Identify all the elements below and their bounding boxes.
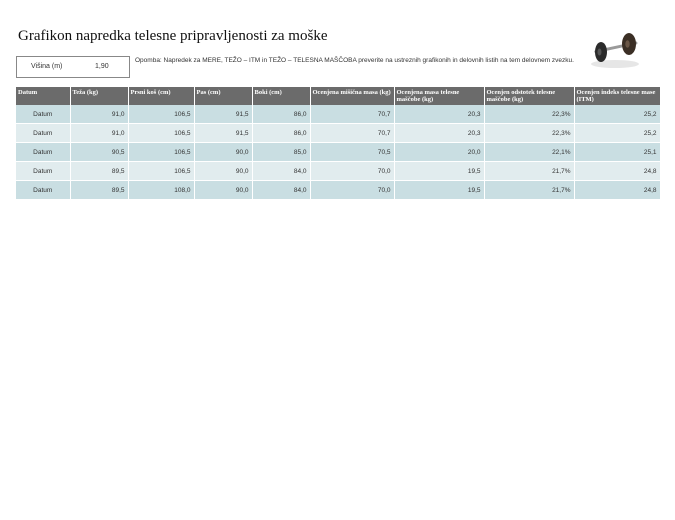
table-cell[interactable]: 24,8 [574,162,660,181]
table-cell[interactable]: 106,5 [128,124,194,143]
table-cell[interactable]: 106,5 [128,105,194,124]
table-cell[interactable]: 25,2 [574,105,660,124]
table-cell[interactable]: 24,8 [574,181,660,200]
table-header-row [16,87,660,105]
table-cell[interactable]: 25,2 [574,124,660,143]
table-cell[interactable]: 89,5 [70,181,128,200]
table-cell[interactable]: 70,7 [310,124,394,143]
table-cell[interactable]: 70,0 [310,162,394,181]
table-cell[interactable]: 108,0 [128,181,194,200]
column-header[interactable]: Teža (kg) [70,87,128,105]
table-cell[interactable]: 90,0 [194,181,252,200]
table-cell[interactable]: 86,0 [252,105,310,124]
table-row [16,124,660,143]
table-cell[interactable]: 70,5 [310,143,394,162]
table-cell[interactable]: 21,7% [484,162,574,181]
table-cell[interactable]: 22,3% [484,124,574,143]
table-cell[interactable]: 106,5 [128,143,194,162]
table-cell[interactable]: 84,0 [252,181,310,200]
table-cell[interactable]: 20,3 [394,124,484,143]
table-cell[interactable]: 89,5 [70,162,128,181]
height-value[interactable]: 1,90 [95,63,109,70]
dumbbell-icon [588,30,642,70]
page-title: Grafikon napredka telesne pripravljenosti za moške [18,28,328,44]
table-cell[interactable]: 91,5 [194,105,252,124]
table-row [16,105,660,124]
column-header[interactable]: Ocenjen indeks telesne mase (ITM) [574,87,660,105]
table-row [16,143,660,162]
table-cell[interactable]: Datum [16,124,70,143]
table-cell[interactable]: 20,3 [394,105,484,124]
height-box[interactable] [16,56,130,78]
column-header[interactable]: Ocenjena mišična masa (kg) [310,87,394,105]
column-header[interactable]: Prsni koš (cm) [128,87,194,105]
table-cell[interactable]: 19,5 [394,162,484,181]
table-row [16,181,660,200]
table-cell[interactable]: 90,5 [70,143,128,162]
table-cell[interactable]: 25,1 [574,143,660,162]
table-cell[interactable]: 21,7% [484,181,574,200]
table-cell[interactable]: 90,0 [194,162,252,181]
table-cell[interactable]: 84,0 [252,162,310,181]
column-header[interactable]: Datum [16,87,70,105]
table-cell[interactable]: Datum [16,181,70,200]
table-cell[interactable]: 22,1% [484,143,574,162]
column-header[interactable]: Ocenjena masa telesne maščobe (kg) [394,87,484,105]
table-cell[interactable]: Datum [16,162,70,181]
table-cell[interactable]: 22,3% [484,105,574,124]
note-text: Opomba: Napredek za MERE, TEŽO – ITM in TEŽO – TELESNA MAŠČOBA preverite na ustreznih grafikonih in delovnih listih na tem delovnem zvezku. [135,57,574,64]
table-cell[interactable]: 106,5 [128,162,194,181]
table-cell[interactable]: 70,7 [310,105,394,124]
table-cell[interactable]: 91,0 [70,124,128,143]
table-cell[interactable]: 20,0 [394,143,484,162]
table-cell[interactable]: 70,0 [310,181,394,200]
table-cell[interactable]: 90,0 [194,143,252,162]
table-cell[interactable]: 91,5 [194,124,252,143]
table-cell[interactable]: Datum [16,143,70,162]
table-cell[interactable]: 19,5 [394,181,484,200]
column-header[interactable]: Ocenjen odstotek telesne maščobe (kg) [484,87,574,105]
column-header[interactable]: Boki (cm) [252,87,310,105]
progress-table [16,87,661,200]
table-cell[interactable]: 91,0 [70,105,128,124]
table-row [16,162,660,181]
table-cell[interactable]: 85,0 [252,143,310,162]
height-label: Višina (m) [31,63,63,70]
table-cell[interactable]: Datum [16,105,70,124]
column-header[interactable]: Pas (cm) [194,87,252,105]
table-cell[interactable]: 86,0 [252,124,310,143]
